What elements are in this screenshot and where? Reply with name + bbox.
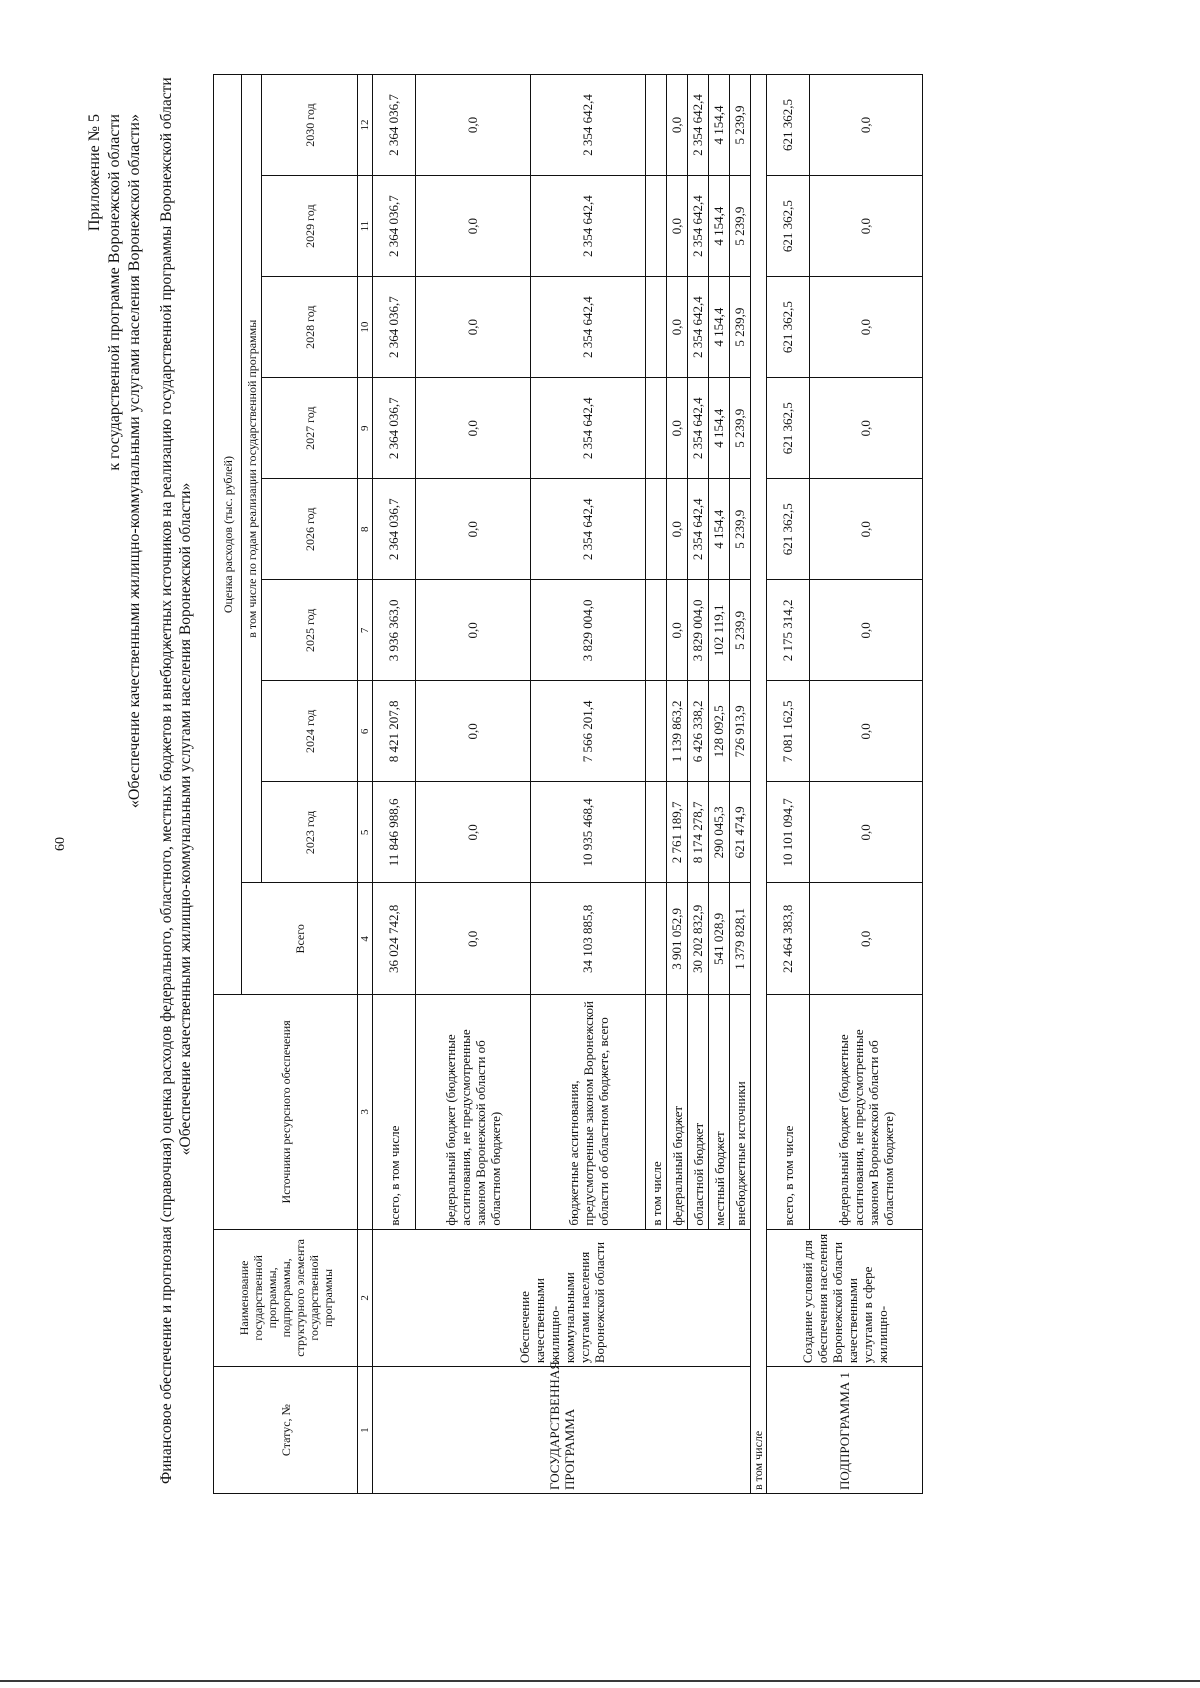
value-cell: 0,0 [810,378,923,479]
column-number: 8 [358,479,373,580]
value-cell: 2 364 036,7 [373,176,416,277]
header-status: Статус, № [214,1367,358,1494]
value-cell: 5 239,9 [730,75,751,176]
value-cell: 3 901 052,9 [667,883,688,995]
value-cell: 621 362,5 [767,479,810,580]
value-cell: 0,0 [810,479,923,580]
page-number: 60 [53,837,68,851]
value-cell: 621 362,5 [767,75,810,176]
value-cell: 8 421 207,8 [373,681,416,782]
table-row [373,75,416,1494]
value-cell [646,782,667,883]
column-number: 5 [358,782,373,883]
source-label: федеральный бюджет (бюджетные ассигнования, не предусмотренные законом Воронежской области об областном бюджете) [416,995,531,1229]
value-cell: 10 101 094,7 [767,782,810,883]
value-cell: 726 913,9 [730,681,751,782]
header-year: 2029 год [262,176,358,277]
value-cell: 128 092,5 [709,681,730,782]
value-cell: 0,0 [416,176,531,277]
value-cell: 621 362,5 [767,176,810,277]
value-cell: 4 154,4 [709,75,730,176]
value-cell [646,883,667,995]
header-sources: Источники ресурсного обеспечения [214,995,358,1229]
value-cell: 30 202 832,9 [688,883,709,995]
value-cell: 0,0 [416,782,531,883]
value-cell: 0,0 [810,782,923,883]
column-number: 1 [358,1367,373,1494]
value-cell: 3 829 004,0 [531,580,646,681]
value-cell: 621 362,5 [767,277,810,378]
header-estimate: Оценка расходов (тыс. рублей) [214,75,242,995]
value-cell: 2 354 642,4 [531,75,646,176]
value-cell: 290 045,3 [709,782,730,883]
value-cell: 22 464 383,8 [767,883,810,995]
appendix-header [85,114,145,1014]
value-cell: 1 139 863,2 [667,681,688,782]
value-cell: 4 154,4 [709,479,730,580]
header-total: Всего [242,883,358,995]
source-label: федеральный бюджет (бюджетные ассигнования, не предусмотренные законом Воронежской области об областном бюджете) [810,995,923,1229]
value-cell: 0,0 [416,378,531,479]
subprogram-name: Создание условий для обеспечения населения Воронежской области качественными услугами в сфере жилищно- [767,1229,923,1367]
title-line-2: «Обеспечение качественными жилищно-коммунальными услугами населения Воронежской области» [177,482,194,1156]
column-number: 9 [358,378,373,479]
value-cell: 2 354 642,4 [531,176,646,277]
value-cell: 2 364 036,7 [373,75,416,176]
column-number: 2 [358,1229,373,1367]
value-cell [646,277,667,378]
source-label: местный бюджет [709,995,730,1229]
value-cell: 8 174 278,7 [688,782,709,883]
value-cell: 4 154,4 [709,277,730,378]
value-cell: 0,0 [667,277,688,378]
subprogram-status: ПОДПРОГРАММА 1 [767,1367,923,1494]
header-by-years: в том числе по годам реализации государственной программы [242,75,262,883]
column-number: 12 [358,75,373,176]
value-cell: 2 175 314,2 [767,580,810,681]
value-cell: 0,0 [667,378,688,479]
value-cell [646,580,667,681]
column-number: 10 [358,277,373,378]
value-cell: 2 354 642,4 [688,277,709,378]
value-cell: 1 379 828,1 [730,883,751,995]
header-year: 2026 год [262,479,358,580]
value-cell: 4 154,4 [709,378,730,479]
value-cell: 0,0 [810,580,923,681]
value-cell: 36 024 742,8 [373,883,416,995]
value-cell: 5 239,9 [730,479,751,580]
source-label: внебюджетные источники [730,995,751,1229]
value-cell: 0,0 [416,75,531,176]
value-cell [646,378,667,479]
source-label: федеральный бюджет [667,995,688,1229]
column-number: 3 [358,995,373,1229]
column-number: 11 [358,176,373,277]
value-cell: 0,0 [416,479,531,580]
value-cell: 2 354 642,4 [531,277,646,378]
value-cell: 2 354 642,4 [531,479,646,580]
value-cell: 2 354 642,4 [688,378,709,479]
header-year: 2027 год [262,378,358,479]
title-line-1: Финансовое обеспечение и прогнозная (справочная) оценка расходов федерального, областного, местных бюджетов и внебюджетных источников на реализацию государственной программы Воронежской области [158,77,175,1484]
source-label: всего, в том числе [373,995,416,1229]
value-cell: 621 474,9 [730,782,751,883]
document-title [157,77,195,1484]
value-cell: 11 846 988,6 [373,782,416,883]
rotated-page [45,54,1155,1634]
column-number: 4 [358,883,373,995]
value-cell: 6 426 338,2 [688,681,709,782]
page-bottom-rule [0,1680,1200,1682]
program-name: Обеспечение качественными жилищно-коммунальными услугами населения Воронежской области [373,1229,751,1367]
separator-label: в том числе [751,75,767,1494]
source-label: в том числе [646,995,667,1229]
value-cell: 0,0 [810,883,923,995]
value-cell: 0,0 [667,75,688,176]
value-cell: 0,0 [810,75,923,176]
header-year: 2023 год [262,782,358,883]
value-cell: 621 362,5 [767,378,810,479]
value-cell: 2 364 036,7 [373,479,416,580]
value-cell: 2 364 036,7 [373,378,416,479]
column-number: 6 [358,681,373,782]
value-cell: 0,0 [667,176,688,277]
program-status: ГОСУДАРСТВЕННАЯ ПРОГРАММА [373,1367,751,1494]
value-cell: 2 761 189,7 [667,782,688,883]
column-number: 7 [358,580,373,681]
appendix-line-2: к государственной программе Воронежской области [106,114,123,471]
value-cell: 2 354 642,4 [688,75,709,176]
value-cell: 541 028,9 [709,883,730,995]
header-year: 2025 год [262,580,358,681]
value-cell: 0,0 [810,277,923,378]
value-cell: 5 239,9 [730,176,751,277]
value-cell: 3 936 363,0 [373,580,416,681]
source-label: областной бюджет [688,995,709,1229]
appendix-line-1: Приложение № 5 [86,114,103,232]
value-cell: 7 081 162,5 [767,681,810,782]
source-label: всего, в том числе [767,995,810,1229]
table-row [751,75,767,1494]
header-year: 2030 год [262,75,358,176]
value-cell: 3 829 004,0 [688,580,709,681]
value-cell: 2 364 036,7 [373,277,416,378]
value-cell: 7 566 201,4 [531,681,646,782]
value-cell: 102 119,1 [709,580,730,681]
header-year: 2028 год [262,277,358,378]
value-cell [646,479,667,580]
value-cell: 0,0 [667,580,688,681]
value-cell: 0,0 [416,580,531,681]
value-cell [646,75,667,176]
value-cell [646,176,667,277]
value-cell: 10 935 468,4 [531,782,646,883]
header-name: Наименование государственной программы, подпрограммы, структурного элемента государственной программы [214,1229,358,1367]
value-cell: 4 154,4 [709,176,730,277]
value-cell: 0,0 [416,883,531,995]
value-cell: 2 354 642,4 [531,378,646,479]
value-cell: 5 239,9 [730,580,751,681]
value-cell [646,681,667,782]
source-label: бюджетные ассигнования, предусмотренные законом Воронежской области об областном бюджете, всего [531,995,646,1229]
value-cell: 5 239,9 [730,277,751,378]
appendix-line-3: «Обеспечение качественными жилищно-коммунальными услугами населения Воронежской области» [126,114,143,809]
header-year: 2024 год [262,681,358,782]
value-cell: 0,0 [416,277,531,378]
value-cell: 2 354 642,4 [688,176,709,277]
value-cell: 2 354 642,4 [688,479,709,580]
value-cell: 0,0 [810,681,923,782]
value-cell: 0,0 [416,681,531,782]
value-cell: 5 239,9 [730,378,751,479]
financing-table [213,74,923,1494]
table-row [767,75,810,1494]
value-cell: 0,0 [810,176,923,277]
value-cell: 34 103 885,8 [531,883,646,995]
value-cell: 0,0 [667,479,688,580]
